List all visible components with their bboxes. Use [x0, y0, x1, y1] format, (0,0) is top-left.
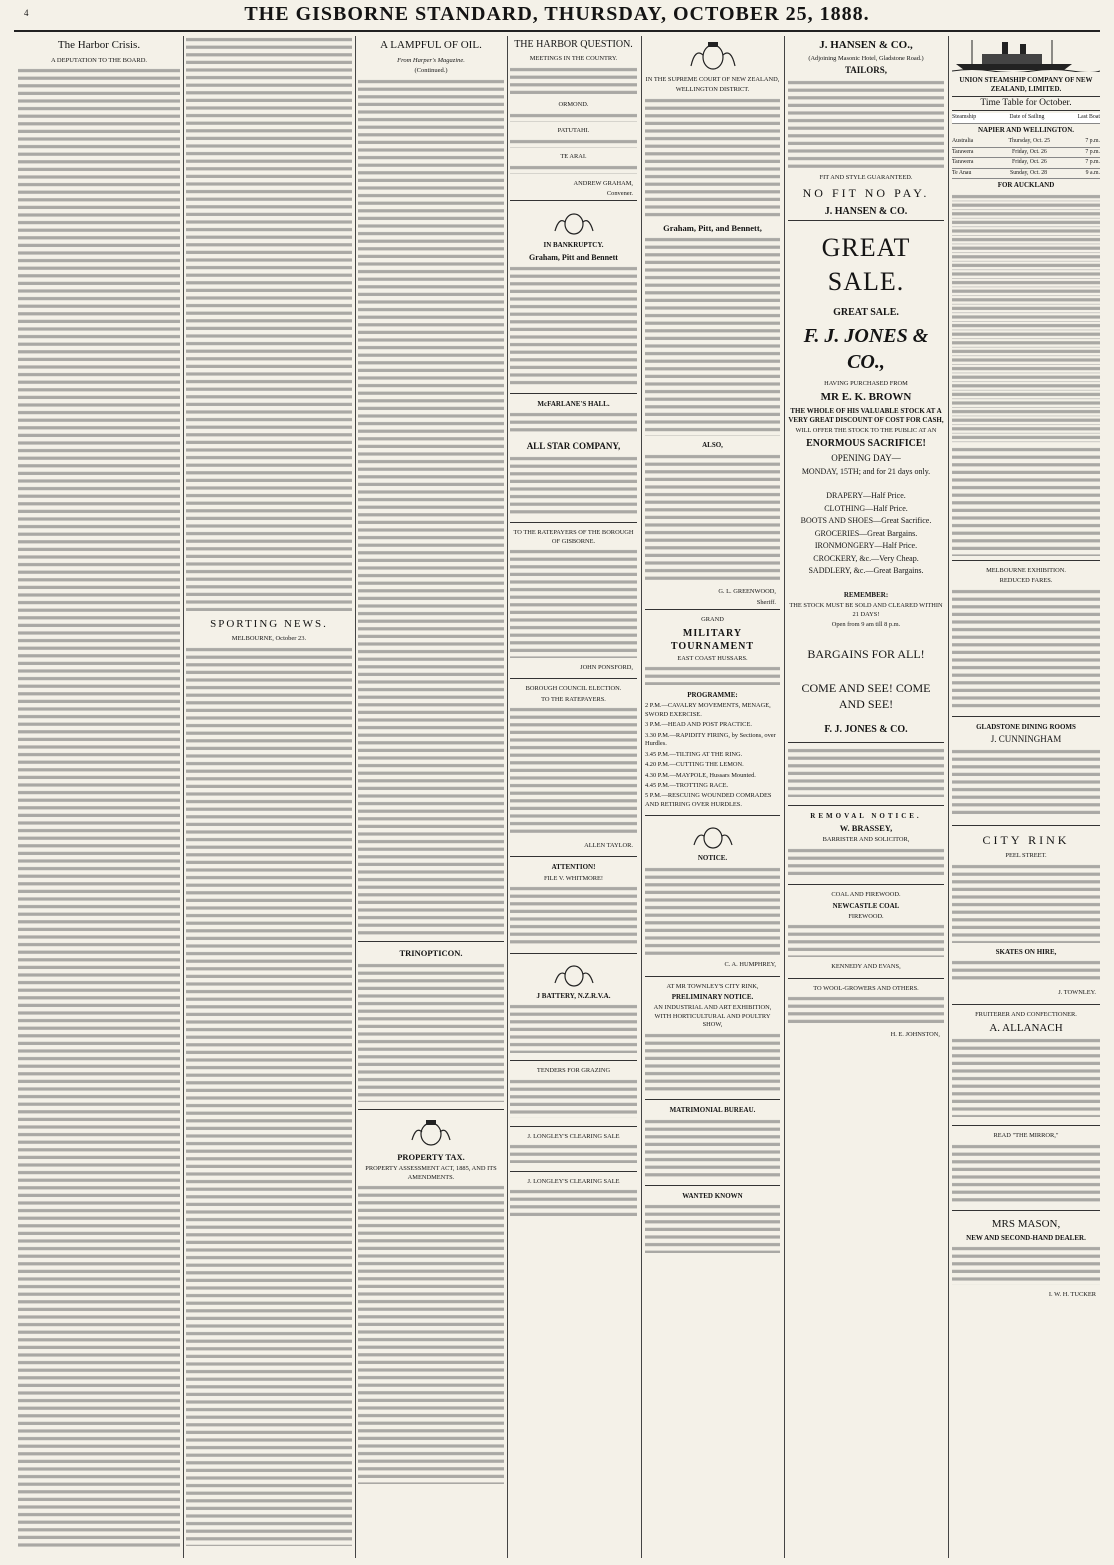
melbourne-exhibition-heading: MELBOURNE EXHIBITION.	[986, 566, 1066, 574]
royal-crest-icon	[688, 824, 738, 850]
great-sale-sub: GREAT SALE.	[833, 306, 899, 318]
body-text-lines	[186, 36, 352, 611]
tucker-signature: I. W. H. TUCKER	[1048, 1290, 1096, 1298]
column-5	[645, 36, 780, 1558]
ad-text-lines	[952, 1037, 1100, 1117]
ad-text-lines	[510, 1188, 637, 1218]
harbor-question-heading: THE HARBOR QUESTION.	[514, 39, 633, 50]
ad-text-lines	[510, 66, 637, 96]
schedule-cell: 7 p.m.	[1085, 148, 1100, 155]
cunningham-name: J. CUNNINGHAM	[990, 733, 1062, 744]
firewood-heading: FIREWOOD.	[848, 913, 884, 921]
ad-text-lines	[510, 138, 637, 148]
skates-on-hire: SKATES ON HIRE,	[995, 948, 1057, 957]
bargains-heading: BARGAINS FOR ALL!	[807, 647, 925, 662]
ad-text-lines	[645, 453, 780, 583]
royal-crest-icon	[685, 40, 741, 72]
schedule-header-cell: Steamship	[952, 114, 977, 120]
ponsford-signature: JOHN PONSFORD,	[580, 663, 633, 671]
ad-text-lines	[645, 1203, 780, 1253]
ad-text-lines	[645, 1032, 780, 1092]
column-rule	[183, 36, 184, 1558]
second-hand-dealer: NEW AND SECOND-HAND DEALER.	[966, 1233, 1086, 1242]
ad-text-lines	[952, 1245, 1100, 1285]
column-rule	[355, 36, 356, 1558]
humphrey-signature: C. A. HUMPHREY,	[724, 961, 776, 969]
no-fit-no-pay: NO FIT NO PAY.	[802, 185, 930, 200]
meetings-heading: MEETINGS IN THE COUNTRY.	[529, 55, 618, 63]
meeting-ormond: ORMOND.	[558, 101, 589, 109]
townley-signature: J. TOWNLEY.	[1058, 989, 1096, 997]
union-steamship-heading: UNION STEAMSHIP COMPANY OF NEW ZEALAND, LIMITED.	[959, 76, 1093, 94]
maori-notice-text-lines	[788, 747, 944, 797]
ad-text-lines	[510, 265, 637, 385]
sacrifice-heading: ENORMOUS SACRIFICE!	[806, 438, 926, 450]
column-4	[510, 36, 637, 1558]
programme-list	[645, 702, 780, 809]
ad-text-lines	[788, 995, 944, 1025]
ad-text-lines	[645, 97, 780, 217]
ad-text-lines	[952, 748, 1100, 818]
column-6	[788, 36, 944, 1558]
opening-monday: MONDAY, 15TH; and for 21 days only.	[801, 466, 931, 476]
schedule-cell: Friday, Oct. 26	[1012, 159, 1047, 166]
signatory-title: Convener.	[606, 190, 633, 198]
preliminary-heading: PRELIMINARY NOTICE.	[671, 993, 754, 1002]
longley-sale-1: J. LONGLEY'S CLEARING SALE	[527, 1132, 620, 1140]
meeting-te-arai: TE ARAI.	[560, 153, 587, 161]
column-2	[186, 36, 352, 1558]
exhibition-heading: AN INDUSTRIAL AND ART EXHIBITION, WITH HORTICULTURAL AND POULTRY SHOW,	[653, 1004, 772, 1029]
tailors-heading: TAILORS,	[844, 64, 888, 75]
ad-text-lines	[788, 923, 944, 957]
page-number: 4	[24, 8, 29, 18]
whole-stock: THE WHOLE OF HIS VALUABLE STOCK AT A VERY GREAT DISCOUNT OF COST FOR CASH,	[788, 406, 944, 424]
woolgrowers-heading: TO WOOL-GROWERS AND OTHERS.	[813, 984, 919, 992]
schedule-cell: 7 p.m.	[1085, 159, 1100, 166]
programme-event: 3.45 P.M.—TILTING AT THE RING.	[645, 750, 743, 758]
sale-clothing: CLOTHING—Half Price.	[824, 503, 908, 513]
auctioneers: Graham, Pitt and Bennett	[529, 252, 618, 262]
sale-ironmongery: IRONMONGERY—Half Price.	[814, 541, 918, 551]
grand-label: GRAND	[701, 616, 724, 624]
meeting-patutahi: PATUTAHI.	[557, 127, 590, 135]
body-text-lines	[18, 67, 180, 1547]
body-text-lines	[186, 646, 352, 1546]
hansen-address: (Adjoining Masonic Hotel, Gladstone Road.)	[808, 54, 924, 62]
coal-heading: COAL AND FIREWOOD.	[831, 891, 901, 899]
to-ratepayers-heading: TO THE RATEPAYERS.	[541, 695, 606, 703]
royal-crest-icon	[406, 1118, 456, 1148]
ad-text-lines	[510, 164, 637, 174]
schedule-header-row	[952, 113, 1100, 124]
story-continued: (Continued.)	[414, 67, 448, 75]
schedule-cell: Tarawera	[952, 148, 974, 155]
programme-event: 4.45 P.M.—TROTTING RACE.	[645, 781, 729, 789]
ad-text-lines	[952, 1143, 1100, 1203]
ad-text-lines	[510, 1143, 637, 1163]
johnston-signature: H. E. JOHNSTON,	[890, 1030, 940, 1038]
peel-street: PEEL STREET.	[1005, 852, 1047, 860]
sporting-heading: SPORTING NEWS.	[210, 617, 328, 630]
programme-heading: PROGRAMME:	[687, 691, 738, 700]
schedule-row	[952, 169, 1100, 180]
hussars-heading: EAST COAST HUSSARS.	[677, 655, 748, 663]
ad-text-lines	[510, 1078, 637, 1118]
sale-saddlery: SADDLERY, &c.—Great Bargains.	[808, 566, 924, 576]
ad-text-lines	[510, 706, 637, 836]
column-1	[18, 36, 180, 1558]
notice-heading: NOTICE.	[697, 854, 728, 863]
schedule-cell: Australia	[952, 137, 974, 144]
ad-text-lines	[952, 959, 1100, 983]
schedule-row	[952, 158, 1100, 169]
tournament-heading: MILITARY TOURNAMENT	[670, 627, 755, 652]
jones-heading: F. J. JONES & CO.,	[803, 324, 929, 374]
schedule-cell: Sunday, Oct. 28	[1010, 169, 1048, 176]
ad-text-lines	[952, 863, 1100, 943]
sporting-sub: MELBOURNE, October 23.	[231, 635, 307, 643]
election-heading: BOROUGH COUNCIL ELECTION.	[525, 685, 622, 693]
attention-heading: ATTENTION!	[551, 863, 596, 872]
ad-text-lines	[510, 1003, 637, 1053]
ad-text-lines	[645, 1118, 780, 1178]
tenders-heading: TENDERS FOR GRAZING	[536, 1067, 611, 1075]
royal-crest-icon	[549, 962, 599, 988]
royal-crest-icon	[549, 209, 599, 237]
schedule-cell: Tarawera	[952, 159, 974, 166]
mason-name: MRS MASON,	[991, 1218, 1061, 1231]
fruiterer-heading: FRUITERER AND CONFECTIONER.	[975, 1010, 1077, 1018]
schedule-header-cell: Last Boat	[1077, 114, 1100, 120]
ad-text-lines	[788, 847, 944, 877]
wanted-heading: WANTED KNOWN	[682, 1192, 743, 1201]
kennedy-evans: KENNEDY AND EVANS,	[831, 963, 901, 971]
programme-event: 5 P.M.—RESCUING WOUNDED COMRADES AND RETIRING OVER HURDLES.	[645, 792, 772, 808]
route-heading: NAPIER AND WELLINGTON.	[977, 125, 1074, 134]
story-heading: A LAMPFUL OF OIL.	[380, 39, 482, 51]
column-rule	[948, 36, 949, 1558]
sheriff-title: Sheriff.	[756, 598, 776, 606]
assessment-act: PROPERTY ASSESSMENT ACT, 1885, AND ITS AMENDMENTS.	[365, 1165, 497, 1181]
ratepayers-heading: TO THE RATEPAYERS OF THE BOROUGH OF GISBORNE.	[513, 529, 634, 545]
programme-event: 4.20 P.M.—CUTTING THE LEMON.	[645, 761, 744, 769]
schedule-cell: 7 p.m.	[1085, 137, 1100, 144]
newcastle-coal: NEWCASTLE COAL	[832, 901, 900, 910]
district-heading: WELLINGTON DISTRICT.	[675, 86, 750, 94]
allen-signature: ALLEN TAYLOR.	[584, 841, 633, 849]
schedule-cell: Te Anau	[952, 169, 972, 176]
battery-heading: J BATTERY, N.Z.R.V.A.	[536, 991, 611, 1000]
jones-signature: F. J. JONES & CO.	[824, 723, 908, 735]
court-heading: IN THE SUPREME COURT OF NEW ZEALAND,	[645, 76, 780, 83]
ad-text-lines	[510, 112, 637, 122]
hall-heading: McFARLANE'S HALL.	[537, 399, 610, 408]
programme-event: 3.30 P.M.—RAPIDITY FIRING, by Sections, over Hurdles.	[645, 731, 776, 748]
allanach-name: A. ALLANACH	[989, 1021, 1063, 1034]
great-sale-heading: GREAT SALE.	[821, 232, 911, 297]
ad-text-lines	[510, 548, 637, 658]
reduced-fares-heading: REDUCED FARES.	[999, 577, 1053, 585]
programme-event: 2 P.M.—CAVALRY MOVEMENTS, MENAGE, SWORD EXERCISE.	[645, 702, 771, 718]
ad-text-lines	[645, 236, 780, 436]
sale-crockery: CROCKERY, &c.—Very Cheap.	[813, 553, 919, 563]
article-subheading: A DEPUTATION TO THE BOARD.	[50, 56, 148, 64]
programme-event: 3 P.M.—HEAD AND POST PRACTICE.	[645, 721, 752, 729]
schedule-header-cell: Date of Sailing	[1009, 114, 1045, 120]
ad-text-lines	[952, 588, 1100, 708]
property-tax-heading: PROPERTY TAX.	[397, 1152, 465, 1163]
brassey-name: W. BRASSEY,	[839, 823, 893, 834]
programme-event: 4.30 P.M.—MAYPOLE, Hussars Mounted.	[645, 771, 756, 779]
article-body	[18, 67, 180, 1551]
whitmore-heading: FILE V. WHITMORE!	[543, 874, 604, 882]
stock-must-be-sold: THE STOCK MUST BE SOLD AND CLEARED WITHIN 21 DAYS!	[789, 602, 943, 618]
auctioneers: Graham, Pitt, and Bennett,	[663, 222, 762, 233]
ad-text-lines	[510, 411, 637, 435]
removal-notice-heading: REMOVAL NOTICE.	[810, 811, 922, 820]
newspaper-title: THE GISBORNE STANDARD, THURSDAY, OCTOBER 25, 1888.	[244, 3, 870, 25]
sale-boots: BOOTS AND SHOES—Great Sacrifice.	[800, 516, 932, 526]
ad-text-lines	[645, 665, 780, 685]
story-source: From Harper's Magazine.	[397, 56, 465, 64]
fit-guarantee: FIT AND STYLE GUARANTEED.	[819, 174, 913, 182]
timetable-heading: Time Table for October.	[952, 96, 1100, 111]
ad-text-lines	[788, 79, 944, 169]
column-rule	[784, 36, 785, 1558]
matrimonial-heading: MATRIMONIAL BUREAU.	[669, 1106, 756, 1115]
ad-text-lines	[510, 455, 637, 515]
remember-heading: REMEMBER:	[843, 590, 889, 599]
ad-text-lines	[645, 866, 780, 956]
gladstone-dining-heading: GLADSTONE DINING ROOMS	[976, 722, 1076, 731]
sale-drapery: DRAPERY—Half Price.	[826, 491, 906, 501]
opening-day: OPENING DAY—	[831, 452, 901, 463]
having-purchased: HAVING PURCHASED FROM	[824, 379, 908, 387]
trinopticon-heading: TRINOPTICON.	[399, 948, 463, 959]
open-hours: Open from 9 am till 8 p.m.	[831, 621, 901, 629]
signatory: ANDREW GRAHAM,	[573, 179, 633, 187]
route-heading: FOR AUCKLAND	[997, 181, 1055, 190]
article-heading: The Harbor Crisis.	[57, 39, 141, 51]
column-rule	[641, 36, 642, 1558]
city-rink-heading: CITY RINK	[982, 833, 1070, 848]
sale-groceries: GROCERIES—Great Bargains.	[814, 528, 918, 538]
mirror-heading: READ "THE MIRROR,"	[993, 1132, 1059, 1140]
also-heading: ALSO,	[702, 441, 723, 450]
steamship-icon	[952, 38, 1100, 72]
schedule-row	[952, 137, 1100, 148]
column-rule	[507, 36, 508, 1558]
masthead-rule	[14, 30, 1100, 32]
brown-name: MR E. K. BROWN	[820, 391, 912, 403]
hansen-title: J. HANSEN & CO.,	[819, 39, 913, 51]
column-3	[358, 36, 504, 1558]
ad-text-lines	[952, 446, 1100, 556]
come-and-see: COME AND SEE! COME AND SEE!	[801, 681, 931, 712]
schedule-row	[952, 148, 1100, 159]
bankruptcy-heading: IN BANKRUPTCY.	[543, 241, 604, 250]
schedule-cell: Thursday, Oct. 25	[1008, 137, 1051, 144]
column-7	[952, 36, 1100, 1558]
ad-text-lines	[358, 962, 504, 1102]
schedule-cell: Friday, Oct. 26	[1012, 148, 1047, 155]
ad-text-lines	[358, 1184, 504, 1484]
schedule-table-lines	[952, 193, 1100, 443]
all-star-company: ALL STAR COMPANY,	[526, 440, 621, 451]
ad-text-lines	[510, 885, 637, 945]
city-rink-heading: AT MR TOWNLEY'S CITY RINK,	[666, 982, 759, 990]
masthead	[0, 0, 1114, 30]
greenwood-signature: G. L. GREENWOOD,	[718, 588, 776, 596]
body-text-lines	[358, 78, 504, 938]
schedule-cell: 9 a.m.	[1085, 169, 1100, 176]
longley-sale-2: J. LONGLEY'S CLEARING SALE	[527, 1177, 620, 1185]
barrister-title: BARRISTER AND SOLICITOR,	[822, 836, 910, 844]
hansen-signature: J. HANSEN & CO.	[824, 205, 908, 217]
offer-stock: WILL OFFER THE STOCK TO THE PUBLIC AT AN	[795, 426, 937, 434]
